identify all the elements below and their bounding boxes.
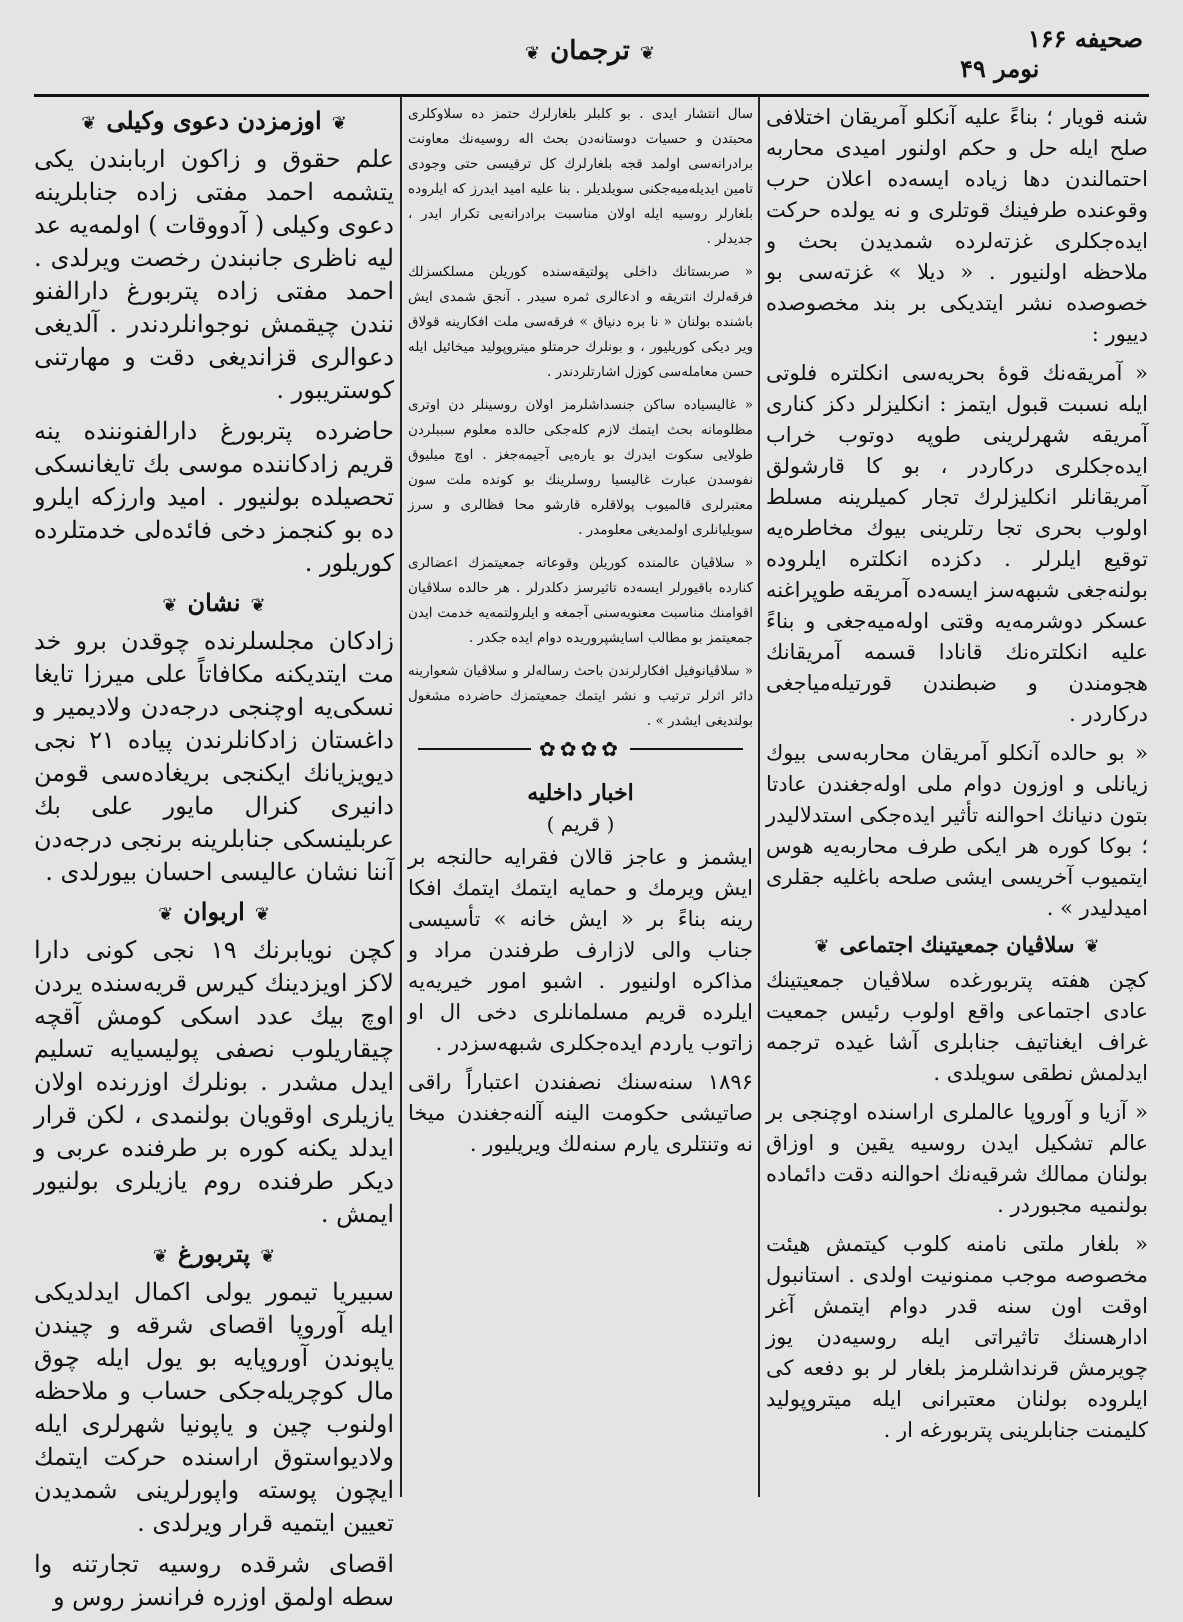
article-paragraph: حاضرده پتربورغ دارالفنوننده ینه قریم زادکاننده موسی بك تایغانسکی تحصیلده بولنیور . امید وارزکه ایلرو ده بو کنجمز دخی فائده‌لی خدمتلرده کوریلور .	[34, 417, 394, 577]
masthead	[0, 14, 1183, 84]
article-paragraph: ایشمز و عاجز قالان فقرایه حالنجه بر ایش ویرمك و حمایه ایتمك ایتمك افکا رینه بناءً بر « ایش خانه » تأسیسی جناب والی لازارف طرفندن مراد و مذاکره اولنیور . اشبو امور خیریه‌یه ایلرده قریم مسلمانلری دخی ال او زاتوب یاردم ایده‌جکلری شبهه‌سزدر .	[408, 845, 753, 1055]
section-heading-advocate	[34, 106, 394, 135]
newspaper-title	[500, 36, 680, 66]
subsection-title-crimea: ( قریم )	[546, 812, 615, 836]
column-middle	[404, 102, 757, 1168]
heading-ornament-icon: ❦	[81, 113, 97, 134]
article-paragraph: سبیریا تیمور یولی اکمال ایدلدیکی ایله آوروپا اقصای شرقه و چیندن یاپوندن آوروپایه بو یول ایله چوق مال کوچریله‌جکی حساب و ملاحظه اولنوب چین و یاپونیا شهرلری ایله ولادیواستوق اراسنده حرکت ایتمك ایچون پوسته واپورلرینی شمدیدن تعیین ایتمیه قرار ویرلدی .	[34, 1278, 394, 1537]
heading-ornament-icon: ❦	[331, 113, 347, 134]
header-rule	[34, 94, 1149, 97]
heading-ornament-icon: ❦	[158, 904, 174, 925]
article-paragraph: سال انتشار ایدی . بو کلبلر بلغارلرك حتمز ده سلاوکلری محبتدن و حسیات دوستانه‌دن بحث اله روسیه‌نك معاونت برادرانه‌سی اولمد قجه بلغارلرك کل ترقیسی حتی وجودی تامین ایدیله‌میه‌جکنی سویلدیلر . بنا علیه امید ایدرز که ایلروده بلغارلر روسیه ایله اولان مناسبت برادرانه‌یی تکرار ایدر ، جدیدلر .	[408, 106, 753, 247]
heading-ornament-icon: ❦	[1084, 936, 1100, 957]
section-heading-text: اربوان	[183, 897, 245, 926]
newspaper-title-text: ترجمان	[550, 36, 630, 66]
heading-ornament-icon: ❦	[250, 595, 266, 616]
heading-ornament-icon: ❦	[162, 595, 178, 616]
heading-ornament-icon: ❦	[254, 904, 270, 925]
issue-number: نومر ۴۹	[960, 54, 1040, 83]
article-paragraph: « سلاڤیانوفیل افکارلرندن باحث رساله‌لر و سلاڤیان شعوارینه دائر اثرلر ترتیب و نشر ایتمك جمعیتمزك حاضرده مشغول بولندیغی ایشدر » .	[408, 663, 753, 729]
article-paragraph: کچن نویابرنك ۱۹ نجی کونی دارا لاکز اویزدینك کیرس قریه‌سنده یردن اوچ بیك عدد اسکی کومش آقچه چیقاریلوب نصفی پولیسیایه تسلیم ایدل مشدر . بونلرك اوزرنده اولان یازیلری اوقویان بولنمدی ، لکن قرار ایدلد یکنه کوره بر طرفنده عربی و دیکر طرفنده روم یازیلری بولنیور ایمش .	[34, 936, 394, 1228]
section-heading-text: اوزمزدن دعوی وکیلی	[106, 106, 322, 135]
article-paragraph: « صربستانك داخلی پولتیقه‌سنده کوریلن مسلکسزلك فرقه‌لرك انتریقه و ادعالری ثمره سیدر . آنجق شمدی ایش باشنده بولنان « نا بره دنیاق » فرقه‌سی ملت افکارینه قولاق ویر دیکی کوریلیور ، و بونلرك حرمتلو میتروپولید میخائیل ایله حسن معامله‌سی کوزل اشارتلردندر .	[408, 264, 753, 380]
title-ornament-right-icon: ❦	[525, 43, 541, 64]
section-title-internal-news: اخبار داخلیه	[527, 780, 634, 806]
page-number: صحیفه ۱۶۶	[1027, 24, 1143, 53]
column-rule-right	[758, 97, 760, 1497]
section-heading-decoration	[34, 588, 394, 617]
section-divider	[418, 737, 743, 774]
section-heading-slavic-society	[766, 932, 1148, 957]
column-left	[30, 102, 398, 1622]
article-paragraph: « بو حالده آنکلو آمریقان محاربه‌سی بیوك زیانلی و اوزون دوام ملی اوله‌جغندن عادتا بتون دنیانك احوالنه تأثیر ایده‌جکی استدلالیدر ؛ بوکا کوره هر ایکی طرف محاربه‌یه هوس ایتمیوب آخریسی ایشی صلحه باغلیه جقلری امیدلیدر » .	[766, 741, 1148, 920]
title-ornament-left-icon: ❦	[639, 43, 655, 64]
section-heading-text: نشان	[187, 588, 241, 617]
article-paragraph: « بلغار ملتی نامنه کلوب کیتمش هیئت مخصوصه موجب ممنونیت اولدی . استانبول اوقت اون سنه قدر دوام ایتمش آغر ادارهسنك تاثیراتی ایله روسیه‌دن یوز چویرمش قرنداشلرمز بلغار لر بو دفعه کی ایلروده بولنان معتبرانی ایله میتروپولید کلیمنت جنابلرینی پتربورغه ار .	[766, 1232, 1148, 1442]
article-paragraph: « غالیسیاده ساکن جنسداشلرمز اولان روسینلر دن اوتری مظلومانه بحث ایتمك لازم کله‌جکی حالده معلوم سببلردن طولایی سکوت ایدرك بو یاره‌یی آجیمه‌جغز . اوچ میلیوق نفوسدن عبارت غالیسیا روسلرینك بو کونده ملت سون معتبرلری قالمیوب پولاقلره قارشو محا فظالری و سرز سویلیانلری اولمدیغی معلومدر .	[408, 397, 753, 538]
heading-ornament-icon: ❦	[260, 1246, 276, 1267]
article-paragraph: ۱۸۹۶ سنه‌سنك نصفندن اعتباراً راقی صاتیشی حکومت الینه آلنه‌جغندن میخا نه وتنتلری یارم سنه‌لك ویریلیور .	[408, 1070, 753, 1156]
divider-ornament-icon: ✿✿✿✿	[531, 737, 630, 761]
article-paragraph: « آمریقه‌نك قوهٔ بحریه‌سی انکلتره فلوتی ایله نسبت قبول ایتمز : انکلیزلر دکز کناری آمریقه شهرلرینی طوپه دوتوب خراب ایده‌جکلری درکاردر ، بو کا قارشولق آمریقانلر انکلیزلرك تجار کمیلرینه مسلط اولوب بحری تجا رتلرینی بیوك مخاطره‌یه توقیع ایلرلر . دکزده انکلتره ایلروده بولنه‌جغی شبهه‌سز ایسه‌ده آمریقه طوپراغنه عسکر دوشرمه‌یه وقتی اوله‌میه‌جغی و بناءً علیه انکلتره‌نك قانادا قسمه آمریقانك هجومندن و ضبطندن قورتیله‌میاجغی درکاردر .	[766, 361, 1148, 726]
section-heading-petersburg	[34, 1239, 394, 1268]
article-paragraph: « سلاڤیان عالمنده کوریلن وقوعاته جمعیتمزك اعضالری کنارده باقیورلر ایسه‌ده تاثیرسز دکلدرلر . هر حالده سلاڤیان اقوامنك مناسبت معنویه‌سنی آجمغه و ایلرولتمه‌یه خدمت ایدن جمعیتمز بو مطالب اسایشپروریده دوام ایده جکدر .	[408, 555, 753, 646]
heading-ornament-icon: ❦	[152, 1246, 168, 1267]
column-rule-left	[400, 97, 402, 1497]
article-paragraph: « آزیا و آوروپا عالملری اراسنده اوچنجی بر عالم تشکیل ایدن روسیه یقین و اوزاق بولنان ممالك شرقیه‌نك احوالنه دقت دائماده بولنمیه مجبوردر .	[766, 1100, 1148, 1217]
section-heading-text: پتربورغ	[177, 1239, 251, 1268]
article-paragraph: شنه قویار ؛ بناءً علیه آنکلو آمریقان اختلافی صلح ایله حل و حکم اولنور امیدی محاربه احتمالندن دها زیاده ایسه‌ده اعلان حرب وقوعنده طرفینك قوتلری و نه یولده حرکت ایده‌جکلری غزته‌لرده شمدیدن بحث و ملاحظه اولنیور . « دیلا » غزته‌سی بو خصوصده نشر ایتدیکی بر بند مخصوصده دییور :	[766, 105, 1148, 346]
article-paragraph: زادکان مجلسلرنده چوقدن برو خد مت ایتدیکنه مکافاتاً علی میرزا تایغا نسکی‌یه اوچنجی درجه‌دن ولادیمیر و داغستان زادکانلرندن پیاده ۲۱ نجی دیویزیانك ایکنجی بریغاده‌سی قومن دانیری کنرال مایور علی بك عربلینسکی جنابلرینه برنجی درجه‌دن آننا نشان عالیسی احسان بیورلدی .	[34, 627, 394, 886]
article-paragraph: کچن هفته پتربورغده سلاڤیان جمعیتینك عادی اجتماعی واقع اولوب رئیس جمعیت غراف ایغناتیف جنابلری آشا غیده ترجمه ایدلمش نطقی سویلدی .	[766, 968, 1148, 1085]
article-paragraph: اقصای شرقده روسیه تجارتنه وا سطه اولمق اوزره فرانسز روس و	[34, 1550, 394, 1611]
heading-ornament-icon: ❦	[814, 936, 830, 957]
article-paragraph: علم حقوق و زاکون اربابندن یکی یتشمه احمد مفتی زاده جنابلرینه دعوی وکیلی ( آدووقات ) اولمه‌یه عد لیه ناظری جانبندن رخصت ویرلدی . احمد مفتی زاده پتربورغ دارالفنو نندن چیقمش نوجوانلردندر . آلدیغی دعوالری قزاندیغی دقت و مهارتنی کوستریبور .	[34, 145, 394, 404]
section-heading-erivan	[34, 897, 394, 926]
section-heading-text: سلاڤیان جمعیتینك اجتماعی	[839, 932, 1075, 957]
column-right	[762, 102, 1152, 1454]
